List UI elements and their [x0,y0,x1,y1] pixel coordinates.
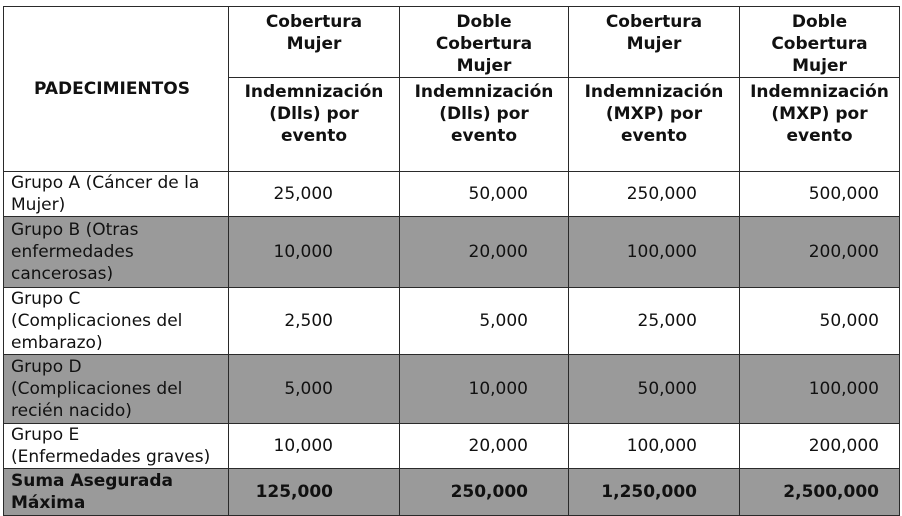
cell-value: 10,000 [400,355,569,424]
cell-value: 5,000 [400,288,569,355]
cell-value: 50,000 [569,355,740,424]
total-value: 250,000 [400,469,569,516]
col-header-3-sub: Indemnización (MXP) por evento [569,78,740,172]
table-row [4,172,900,217]
cell-value: 100,000 [569,217,740,288]
table-row [4,424,900,469]
cell-value: 100,000 [740,355,900,424]
coverage-table [3,6,900,516]
cell-value: 2,500 [229,288,400,355]
cell-value: 500,000 [740,172,900,217]
col-header-2-top: Doble Cobertura Mujer [400,7,569,78]
cell-value: 25,000 [569,288,740,355]
total-row [4,469,900,516]
header-padecimientos: PADECIMIENTOS [4,7,229,172]
cell-value: 200,000 [740,217,900,288]
cell-value: 250,000 [569,172,740,217]
col-header-2-sub: Indemnización (Dlls) por evento [400,78,569,172]
col-header-1-top: Cobertura Mujer [229,7,400,78]
cell-value: 100,000 [569,424,740,469]
total-value: 1,250,000 [569,469,740,516]
col-header-1-sub: Indemnización (Dlls) por evento [229,78,400,172]
table-row [4,288,900,355]
cell-value: 10,000 [229,424,400,469]
cell-value: 200,000 [740,424,900,469]
cell-value: 50,000 [400,172,569,217]
table-row [4,355,900,424]
col-header-4-sub: Indemnización (MXP) por evento [740,78,900,172]
cell-value: 20,000 [400,217,569,288]
cell-value: 10,000 [229,217,400,288]
cell-value: 20,000 [400,424,569,469]
total-value: 125,000 [229,469,400,516]
cell-value: 5,000 [229,355,400,424]
cell-value: 25,000 [229,172,400,217]
table-row [4,217,900,288]
row-name: Grupo D (Complicaciones del recién nacido) [4,355,229,424]
row-name: Grupo B (Otras enfermedades cancerosas) [4,217,229,288]
row-name: Grupo E (Enfermedades graves) [4,424,229,469]
total-name: Suma Asegurada Máxima [4,469,229,516]
row-name: Grupo A (Cáncer de la Mujer) [4,172,229,217]
row-name: Grupo C (Complicaciones del embarazo) [4,288,229,355]
total-value: 2,500,000 [740,469,900,516]
col-header-3-top: Cobertura Mujer [569,7,740,78]
cell-value: 50,000 [740,288,900,355]
col-header-4-top: Doble Cobertura Mujer [740,7,900,78]
